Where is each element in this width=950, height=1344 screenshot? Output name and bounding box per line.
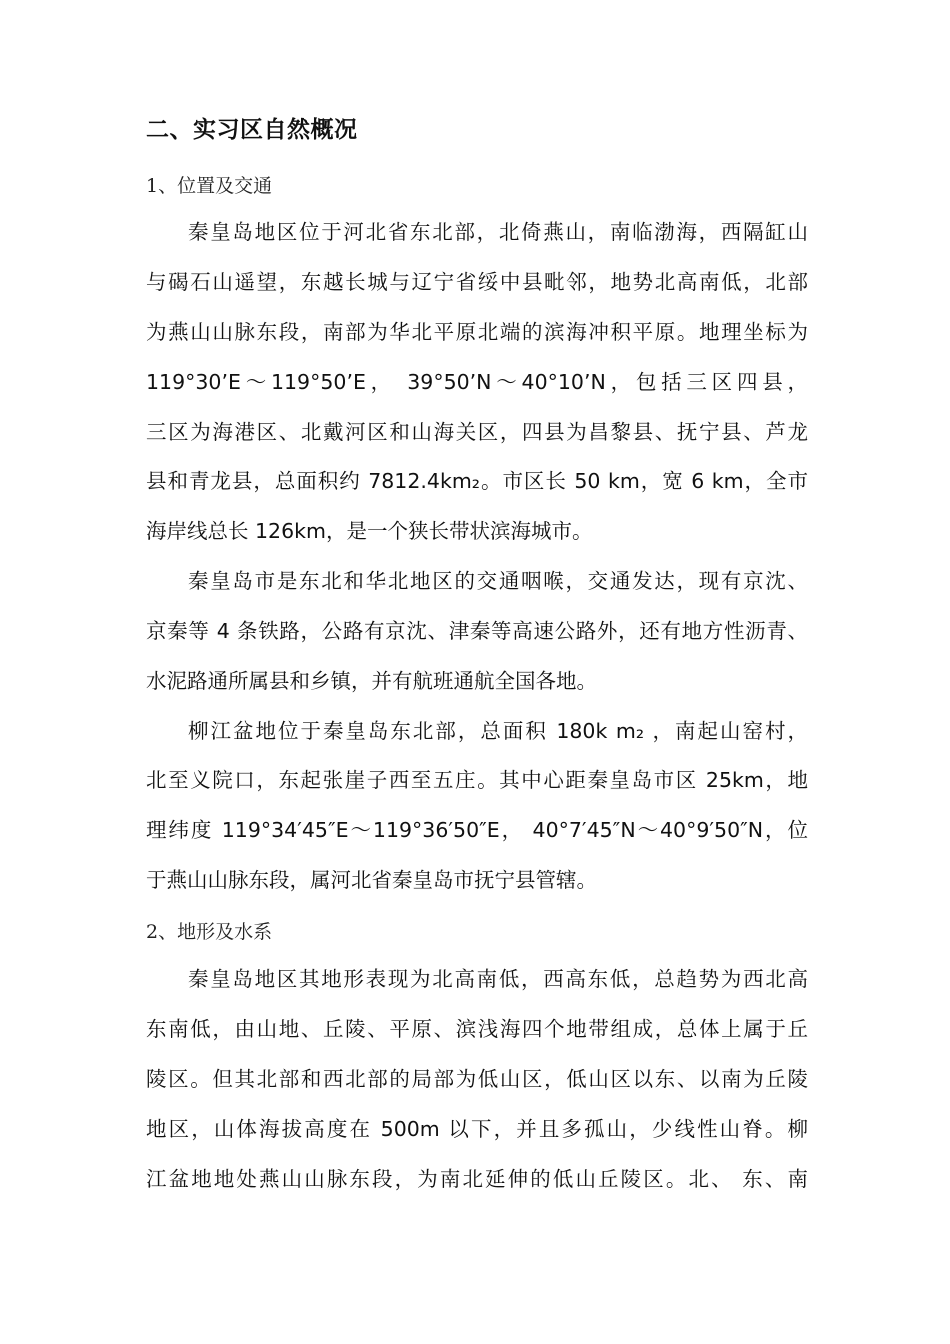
paragraph-line: 119°30’E～119°50’E， 39°50’N～40°10’N，包括三区四县， (146, 370, 808, 394)
paragraph-line: 秦皇岛地区其地形表现为北高南低，西高东低，总趋势为西北高 (188, 967, 808, 991)
paragraph-line: 秦皇岛地区位于河北省东北部，北倚燕山，南临渤海，西隔缸山 (188, 220, 808, 244)
paragraph-line: 秦皇岛市是东北和华北地区的交通咽喉，交通发达，现有京沈、 (188, 569, 808, 593)
section-heading: 二、实习区自然概况 (146, 117, 358, 143)
paragraph-line: 京秦等 4 条铁路，公路有京沈、津秦等高速公路外，还有地方性沥青、 (146, 619, 808, 643)
paragraph-line: 于燕山山脉东段，属河北省秦皇岛市抚宁县管辖。 (146, 868, 597, 892)
paragraph-line: 陵区。但其北部和西北部的局部为低山区，低山区以东、以南为丘陵 (146, 1067, 808, 1091)
paragraph-line: 柳江盆地位于秦皇岛东北部，总面积 180k m₂ ，南起山窑村， (188, 719, 808, 743)
paragraph-line: 地区，山体海拔高度在 500m 以下，并且多孤山，少线性山脊。柳 (146, 1117, 808, 1141)
paragraph-line: 海岸线总长 126km，是一个狭长带状滨海城市。 (146, 519, 593, 543)
paragraph-line: 县和青龙县，总面积约 7812.4km₂。市区长 50 km，宽 6 km，全市 (146, 469, 808, 493)
paragraph-line: 江盆地地处燕山山脉东段，为南北延伸的低山丘陵区。北、 东、南 (146, 1167, 808, 1191)
paragraph-line: 三区为海港区、北戴河区和山海关区，四县为昌黎县、抚宁县、芦龙 (146, 420, 808, 444)
paragraph-line: 东南低，由山地、丘陵、平原、滨浅海四个地带组成，总体上属于丘 (146, 1017, 808, 1041)
subsection-title-terrain: 2、地形及水系 (146, 921, 273, 943)
subsection-title-location: 1、位置及交通 (146, 175, 273, 197)
paragraph-line: 为燕山山脉东段，南部为华北平原北端的滨海冲积平原。地理坐标为 (146, 320, 808, 344)
paragraph-line: 理纬度 119°34′45″E～119°36′50″E， 40°7′45″N～40°9′50″N，位 (146, 818, 808, 842)
paragraph-line: 北至义院口，东起张崖子西至五庄。其中心距秦皇岛市区 25km，地 (146, 768, 808, 792)
paragraph-line: 与碣石山遥望，东越长城与辽宁省绥中县毗邻，地势北高南低，北部 (146, 270, 808, 294)
paragraph-line: 水泥路通所属县和乡镇，并有航班通航全国各地。 (146, 669, 597, 693)
